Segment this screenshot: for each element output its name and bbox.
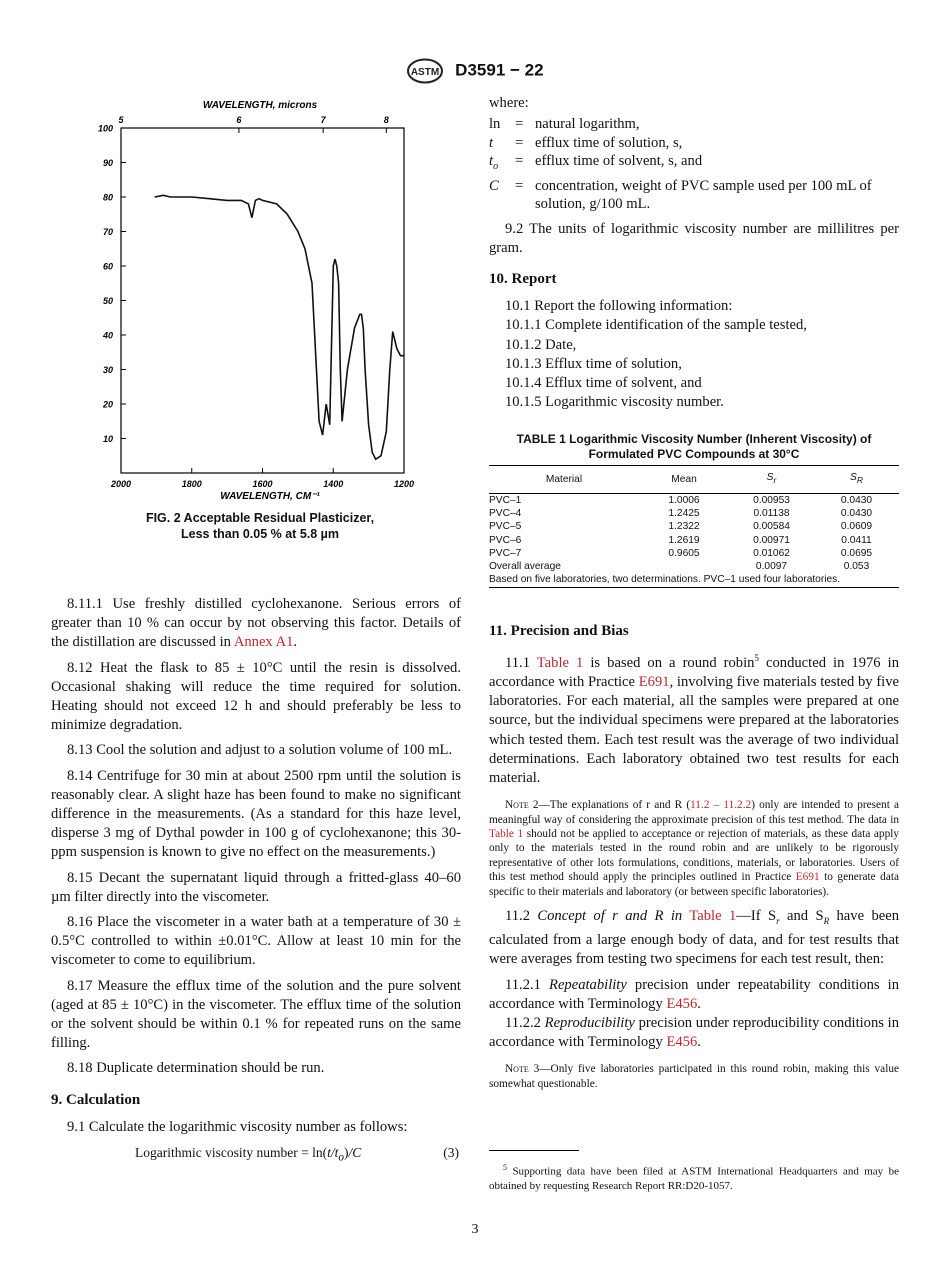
definition-row: ln = natural logarithm,: [489, 116, 640, 133]
note-3: Note 3—Only five laboratories participated in this round robin, making this value somewhat questionable.: [489, 1063, 899, 1090]
page-header: [0, 58, 950, 84]
header-mean: Mean: [639, 466, 729, 493]
y-tick-label: 10: [102, 434, 113, 444]
where-label: where:: [489, 95, 529, 111]
annex-a1-link[interactable]: Annex A1: [233, 634, 294, 651]
table-1-title: [489, 432, 899, 462]
para-11-2-1: 11.2.1 Repeatability precision under repeatability conditions in accordance with Terminology E456.: [489, 976, 900, 1012]
table-footnote: Based on five laboratories, two determinations. PVC–1 used four laboratories.: [489, 573, 899, 587]
table-1-link[interactable]: Table 1: [536, 654, 584, 671]
footnote-area: [489, 1150, 899, 1193]
equation-sub: o: [338, 1151, 344, 1164]
x-tick-label: 1600: [252, 479, 273, 489]
bottom-axis-title: WAVELENGTH, CM⁻¹: [220, 491, 320, 502]
table-1-link-note[interactable]: Table 1: [489, 828, 524, 841]
e456-link-2[interactable]: E456: [666, 1034, 698, 1051]
table-row: PVC–7 0.9605 0.01062 0.0695: [489, 547, 873, 559]
equation-ratio: t/t: [327, 1145, 339, 1161]
report-items: [489, 297, 899, 412]
left-column: [51, 595, 461, 1163]
y-tick-label: 100: [97, 123, 113, 134]
astm-logo-icon: [406, 58, 444, 84]
e691-link[interactable]: E691: [638, 674, 670, 691]
table-row: PVC–6 1.2619 0.00971 0.0411: [489, 534, 872, 546]
para-8-15: 8.15 Decant the supernatant liquid through a fritted-glass 40–60 µm filter directly into the viscometer.: [51, 869, 461, 905]
para-8-14: 8.14 Centrifuge for 30 min at about 2500 rpm until the solution is reasonably clear. A slight haze has been found to make no significant difference in the measurements. (As a standard for this haze level, disperse 3 mg of Dythal powder in 100 g of cyclohexanone; this 30-ppm suspension is known to give no effect on the measurements.): [51, 767, 461, 861]
para-8-13: 8.13 Cool the solution and adjust to a solution volume of 100 mL.: [67, 742, 453, 759]
section-11-2-link[interactable]: 11.2 – 11.2.2: [690, 799, 752, 812]
para-11-2-2: 11.2.2 Reproducibility precision under reproducibility conditions in accordance with Terminology E456.: [489, 1015, 899, 1051]
table-row: PVC–5 1.2322 0.00584 0.0609: [489, 521, 873, 533]
top-tick-label: 7: [320, 115, 326, 125]
para-8-12: 8.12 Heat the flask to 85 ± 10°C until the resin is dissolved. Occasional shaking will reduce the time required for solution. Heating should not exceed 12 h and should preferably be less to minimize degradation.: [51, 659, 462, 734]
e456-link-1[interactable]: E456: [666, 995, 698, 1012]
table-row: Overall average 0.0097 0.053: [489, 561, 870, 573]
note-2: Note 2—The explanations of r and R (11.2 – 11.2.2) only are intended to present a meaningful way of considering the approximate precision of this test method. The data in Table 1 should not be applied to acceptance or rejection of materials, as these data apply only to the materials tested in the round robin and are unlikely to be rigorously representative of other lots formulations, conditions, materials, or laboratories. Users of this test method should apply the principles outlined in Practice E691 to generate data specific to their materials and laboratory (or between specific laboratories).: [489, 799, 900, 898]
section-9-heading: 9. Calculation: [51, 1091, 141, 1108]
top-tick-label: 8: [383, 115, 389, 125]
para-9-2: 9.2 The units of logarithmic viscosity number are millilitres per gram.: [489, 220, 899, 256]
caption-line-2: Less than 0.05 % at 5.8 µm: [181, 527, 339, 541]
table-row: PVC–1 1.0006 0.00953 0.0430: [489, 494, 873, 506]
definition-row: $t_o$ = efflux time of solvent, s, and: [489, 153, 703, 173]
y-tick-label: 60: [102, 261, 113, 272]
footnote-5: $^5$ Supporting data have been filed at ASTM International Headquarters and may be obtained by requesting Research Report RR:D20-1057.: [489, 1163, 899, 1192]
para-8-17: 8.17 Measure the efflux time of the solution and the pure solvent (aged at 85 ± 10°C) in the viscometer. The efflux time of the solution or the solvent should be within 0.1 % for repeated runs on the same filling.: [51, 977, 461, 1052]
top-axis-title: WAVELENGTH, microns: [202, 100, 318, 111]
para-11-2: 11.2 Concept of r and R in Table 1—If $S_r$ and $S_R$ have been calculated from a large enough body of data, and for test results that were averages from testing two specimens for each test result, then:: [489, 908, 899, 968]
page-number: 3: [471, 1222, 479, 1237]
equation-divisor: /C: [348, 1145, 362, 1161]
equation-3: Logarithmic viscosity number = $\ln(t/t_o)/C$ (3): [135, 1145, 459, 1164]
right-column: [489, 94, 899, 1099]
table-header-row: [489, 466, 899, 493]
equation-number: (3): [443, 1145, 459, 1161]
definition-row: C = concentration, weight of PVC sample used per 100 mL of solution, g/100 mL.: [489, 177, 872, 213]
ir-spectrum-chart: [80, 94, 430, 514]
section-11-heading: 11. Precision and Bias: [489, 622, 629, 639]
svg-text:ASTM: ASTM: [411, 67, 440, 78]
definition-row: t = efflux time of solution, s,: [489, 134, 683, 151]
equation-label: Logarithmic viscosity number = ln: [135, 1145, 323, 1161]
table-row: PVC–4 1.2425 0.01138 0.0430: [489, 507, 873, 519]
report-item: 10.1.3 Efflux time of solution,: [505, 355, 682, 372]
e691-link-note[interactable]: E691: [795, 871, 820, 884]
report-item: 10.1.1 Complete identification of the sample tested,: [505, 317, 807, 334]
top-tick-label: 5: [118, 115, 124, 125]
y-tick-label: 40: [102, 330, 113, 341]
plot-frame: [121, 128, 404, 473]
y-tick-label: 70: [102, 227, 113, 237]
y-tick-label: 90: [102, 158, 113, 168]
table-title-line-2: Formulated PVC Compounds at 30°C: [588, 447, 800, 462]
footnote-rule: [489, 1150, 579, 1151]
table-1: [489, 465, 899, 587]
ir-spectrum-figure: [80, 94, 430, 514]
caption-line-1: FIG. 2 Acceptable Residual Plasticizer,: [145, 511, 375, 525]
x-tick-label: 2000: [110, 479, 132, 489]
para-8-16: 8.16 Place the viscometer in a water bath at a temperature of 30 ± 0.5°C controlled to within ±0.01°C. Allow at least 10 min for the viscometer to come to equilibrium.: [51, 914, 461, 969]
report-item: 10.1.5 Logarithmic viscosity number.: [505, 394, 724, 411]
spectrum-line: [155, 195, 404, 459]
designation: D3591 − 22: [455, 60, 544, 80]
y-tick-label: 20: [102, 399, 113, 410]
report-item: 10.1 Report the following information:: [505, 298, 733, 315]
table-1-link-11-2[interactable]: Table 1: [689, 908, 737, 925]
para-8-18: 8.18 Duplicate determination should be run.: [67, 1060, 325, 1077]
para-9-1: 9.1 Calculate the logarithmic viscosity number as follows:: [67, 1118, 408, 1135]
top-tick-label: 6: [236, 115, 242, 125]
variable-definitions: [489, 115, 899, 213]
y-tick-label: 30: [102, 365, 113, 375]
para-11-1: 11.1 Table 1 is based on a round robin$^5$ conducted in 1976 in accordance with Practice E691, involving five materials tested by five laboratories. For each material, all the samples were prepared at one source, but the individual specimens were prepared at the laboratories which tested them. Each test result was the average of two individual determinations. Each laboratory obtained two test results for each material.: [489, 652, 900, 787]
y-tick-label: 50: [102, 296, 113, 306]
y-tick-label: 80: [102, 192, 113, 203]
report-item: 10.1.2 Date,: [505, 336, 577, 353]
header-sr: $S_r$: [729, 466, 814, 493]
header-material: Material: [489, 466, 639, 493]
table-title-line-1: TABLE 1 Logarithmic Viscosity Number (Inherent Viscosity) of: [516, 432, 872, 447]
x-tick-label: 1200: [393, 479, 415, 489]
header-sR: $S_R$: [814, 466, 899, 493]
x-tick-label: 1400: [323, 479, 344, 489]
report-item: 10.1.4 Efflux time of solvent, and: [505, 375, 702, 392]
para-8-11-1: 8.11.1 Use freshly distilled cyclohexanone. Serious errors of greater than 10 % can occur by not observing this factor. Details of the distillation are discussed in Annex A1.: [51, 596, 461, 651]
figure-caption: [80, 510, 440, 542]
x-tick-label: 1800: [181, 479, 202, 489]
section-10-heading: 10. Report: [489, 271, 557, 288]
